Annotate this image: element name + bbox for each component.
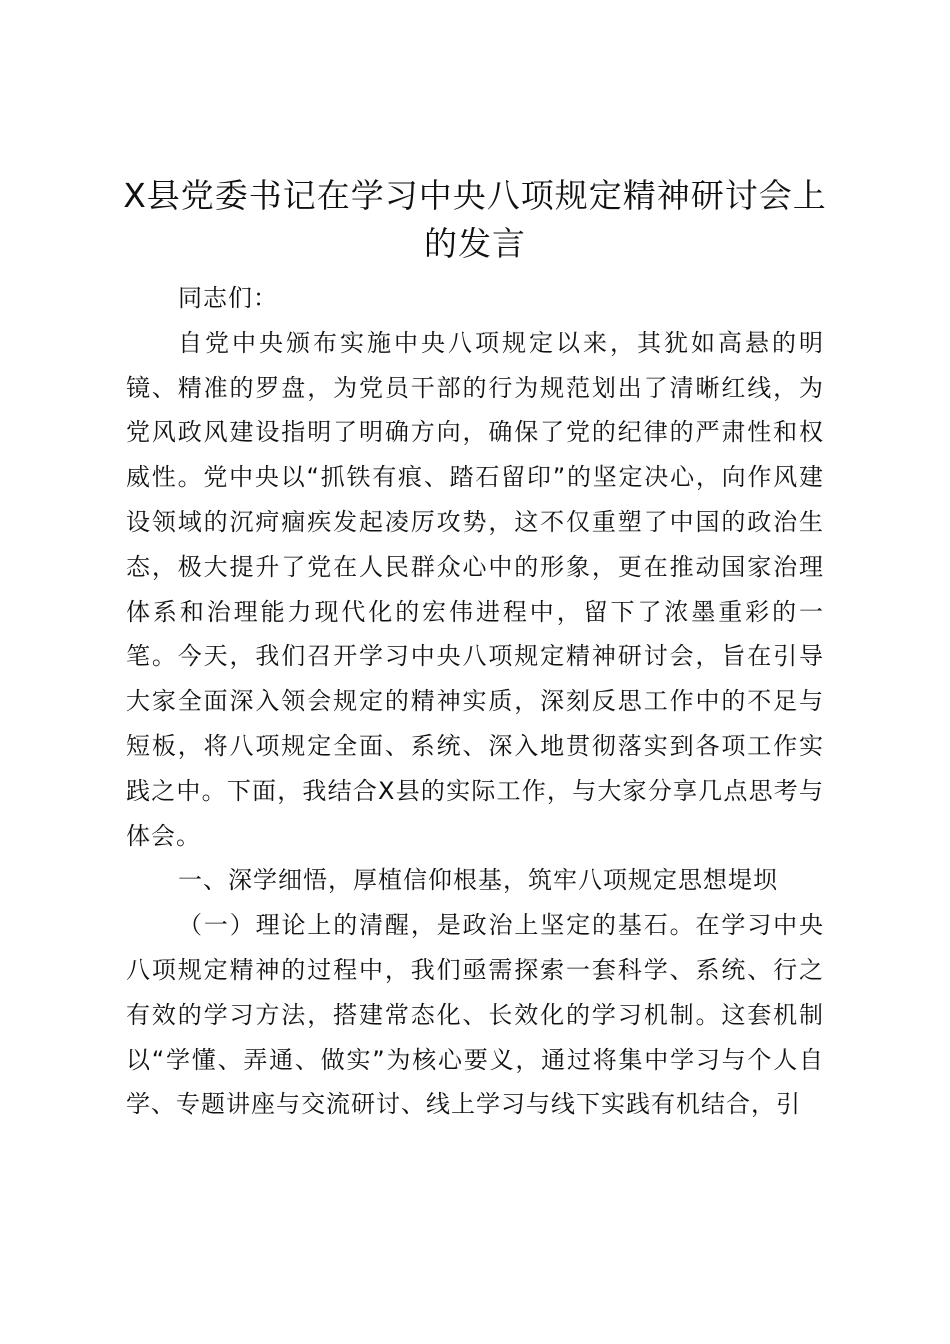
section-heading-1: 一、深学细悟，厚植信仰根基，筑牢八项规定思想堤坝 [178, 866, 778, 895]
salutation: 同志们： [178, 284, 278, 312]
paragraph-intro: 自党中央颁布实施中央八项规定以来，其犹如高悬的明镜、精准的罗盘，为党员干部的行为规范划出了清晰红线，为党风政风建设指明了明确方向，确保了党的纪律的严肃性和权威性。党中央以“抓铁有痕、踏石留印”的坚定决心，向作风建设领域的沉疴痼疾发起凌厉攻势，这不仅重塑了中国的政治生态，极大提升了党在人民群众心中的形象，更在推动国家治理体系和治理能力现代化的宏伟进程中，留下了浓墨重彩的一笔。今天，我们召开学习中央八项规定精神研讨会，旨在引导大家全面深入领会规定的精神实质，深刻反思工作中的不足与短板，将八项规定全面、系统、深入地贯彻落实到各项工作实践之中。下面，我结合X县的实际工作，与大家分享几点思考与体会。 [126, 328, 824, 850]
document-body [126, 276, 824, 1127]
document-title: X县党委书记在学习中央八项规定精神研讨会上的发言 [123, 176, 827, 263]
paragraph-section-1-1: （一）理论上的清醒，是政治上坚定的基石。在学习中央八项规定精神的过程中，我们亟需探索一套科学、系统、行之有效的学习方法，搭建常态化、长效化的学习机制。这套机制以“学懂、弄通、做实”为核心要义，通过将集中学习与个人自学、专题讲座与交流研讨、线上学习与线下实践有机结合，引 [126, 911, 824, 1119]
